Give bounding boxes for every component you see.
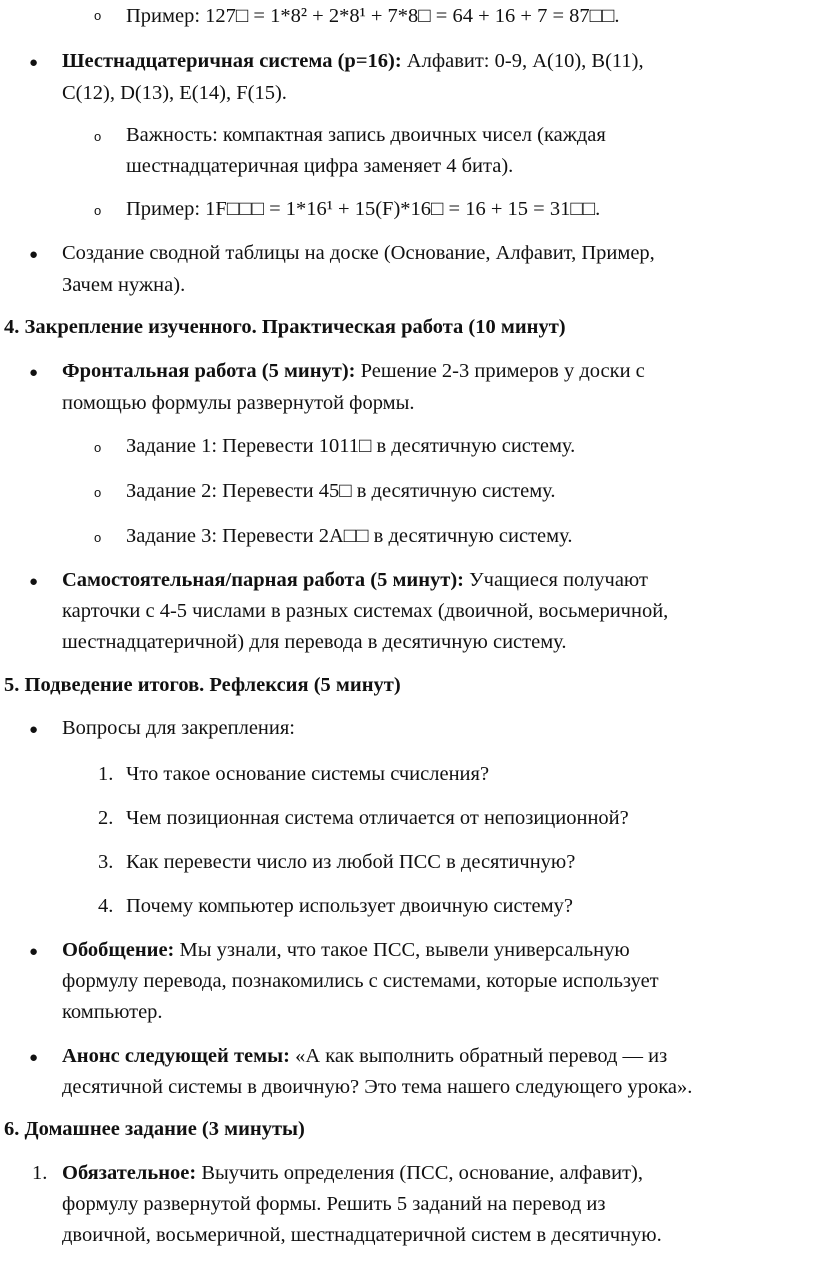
summary-table-line2: Зачем нужна).: [62, 274, 186, 296]
question-3: Как перевести число из любой ПСС в десятичную?: [126, 851, 576, 873]
summary-line2: формулу перевода, познакомились с системами, которые использует: [62, 970, 659, 992]
frontal-work-label: Фронтальная работа (5 минут):: [62, 360, 356, 382]
task-1: Задание 1: Перевести 1011□ в десятичную систему.: [126, 435, 576, 457]
independent-work-line1: [62, 564, 648, 596]
sub-bullet-marker: o: [94, 440, 102, 455]
mandatory-line3: двоичной, восьмеричной, шестнадцатеричной систем в десятичную.: [62, 1224, 662, 1246]
independent-work-line2: карточки с 4-5 числами в разных системах (двоичной, восьмеричной,: [62, 600, 669, 622]
announce-line1: [62, 1040, 667, 1072]
section-4-heading: 4. Закрепление изученного. Практическая работа (10 минут): [4, 316, 566, 338]
independent-work-label: Самостоятельная/парная работа (5 минут):: [62, 569, 465, 591]
independent-work-text: Учащиеся получают: [464, 569, 648, 591]
hex-system-line2: C(12), D(13), E(14), F(15).: [62, 82, 287, 104]
bullet-marker: ●: [29, 247, 39, 263]
sub-bullet-marker: o: [94, 530, 102, 545]
section-6-heading: 6. Домашнее задание (3 минуты): [4, 1118, 305, 1140]
bullet-marker: ●: [29, 944, 39, 960]
frontal-work-line1: [62, 355, 645, 387]
hex-importance-line1: Важность: компактная запись двоичных чисел (каждая: [126, 124, 606, 146]
task-2: Задание 2: Перевести 45□ в десятичную систему.: [126, 480, 556, 502]
summary-line3: компьютер.: [62, 1001, 163, 1023]
hex-example: Пример: 1F□□□ = 1*16¹ + 15(F)*16□ = 16 + 15 = 31□□.: [126, 198, 601, 220]
section-5-heading: 5. Подведение итогов. Рефлексия (5 минут): [4, 674, 401, 696]
sub-bullet-marker: o: [94, 203, 102, 218]
mandatory-line2: формулу развернутой формы. Решить 5 заданий на перевод из: [62, 1193, 606, 1215]
bullet-marker: ●: [29, 574, 39, 590]
announce-line2: десятичной системы в двоичную? Это тема нашего следующего урока».: [62, 1076, 693, 1098]
summary-line1: [62, 934, 630, 966]
question-2: Чем позиционная система отличается от непозиционной?: [126, 807, 629, 829]
question-number: 4.: [98, 895, 114, 917]
mandatory-line1: [62, 1157, 643, 1189]
question-4: Почему компьютер использует двоичную систему?: [126, 895, 573, 917]
hex-system-alphabet: Алфавит: 0-9, A(10), B(11),: [401, 50, 644, 72]
octal-example: Пример: 127□ = 1*8² + 2*8¹ + 7*8□ = 64 + 16 + 7 = 87□□.: [126, 5, 620, 27]
question-number: 1.: [98, 763, 114, 785]
sub-bullet-marker: o: [94, 129, 102, 144]
hex-system-label: Шестнадцатеричная система (p=16):: [62, 50, 402, 72]
summary-table-line1: Создание сводной таблицы на доске (Основание, Алфавит, Пример,: [62, 242, 655, 264]
announce-text: «А как выполнить обратный перевод — из: [289, 1045, 668, 1067]
task-3: Задание 3: Перевести 2A□□ в десятичную систему.: [126, 525, 573, 547]
questions-intro: Вопросы для закрепления:: [62, 717, 295, 739]
question-number: 2.: [98, 807, 114, 829]
hex-system-line1: [62, 45, 644, 77]
homework-number: 1.: [32, 1162, 48, 1184]
question-1: Что такое основание системы счисления?: [126, 763, 490, 785]
bullet-marker: ●: [29, 722, 39, 738]
bullet-marker: ●: [29, 55, 39, 71]
sub-bullet-marker: o: [94, 485, 102, 500]
bullet-marker: ●: [29, 1050, 39, 1066]
hex-importance-line2: шестнадцатеричная цифра заменяет 4 бита).: [126, 155, 514, 177]
summary-label: Обобщение:: [62, 939, 175, 961]
bullet-marker: ●: [29, 365, 39, 381]
summary-text: Мы узнали, что такое ПСС, вывели универсальную: [174, 939, 630, 961]
question-number: 3.: [98, 851, 114, 873]
independent-work-line3: шестнадцатеричной) для перевода в десятичную систему.: [62, 631, 567, 653]
mandatory-label: Обязательное:: [62, 1162, 197, 1184]
sub-bullet-marker: o: [94, 8, 102, 23]
frontal-work-text: Решение 2-3 примеров у доски с: [355, 360, 645, 382]
mandatory-text: Выучить определения (ПСС, основание, алфавит),: [196, 1162, 643, 1184]
frontal-work-line2: помощью формулы развернутой формы.: [62, 392, 415, 414]
announce-label: Анонс следующей темы:: [62, 1045, 290, 1067]
